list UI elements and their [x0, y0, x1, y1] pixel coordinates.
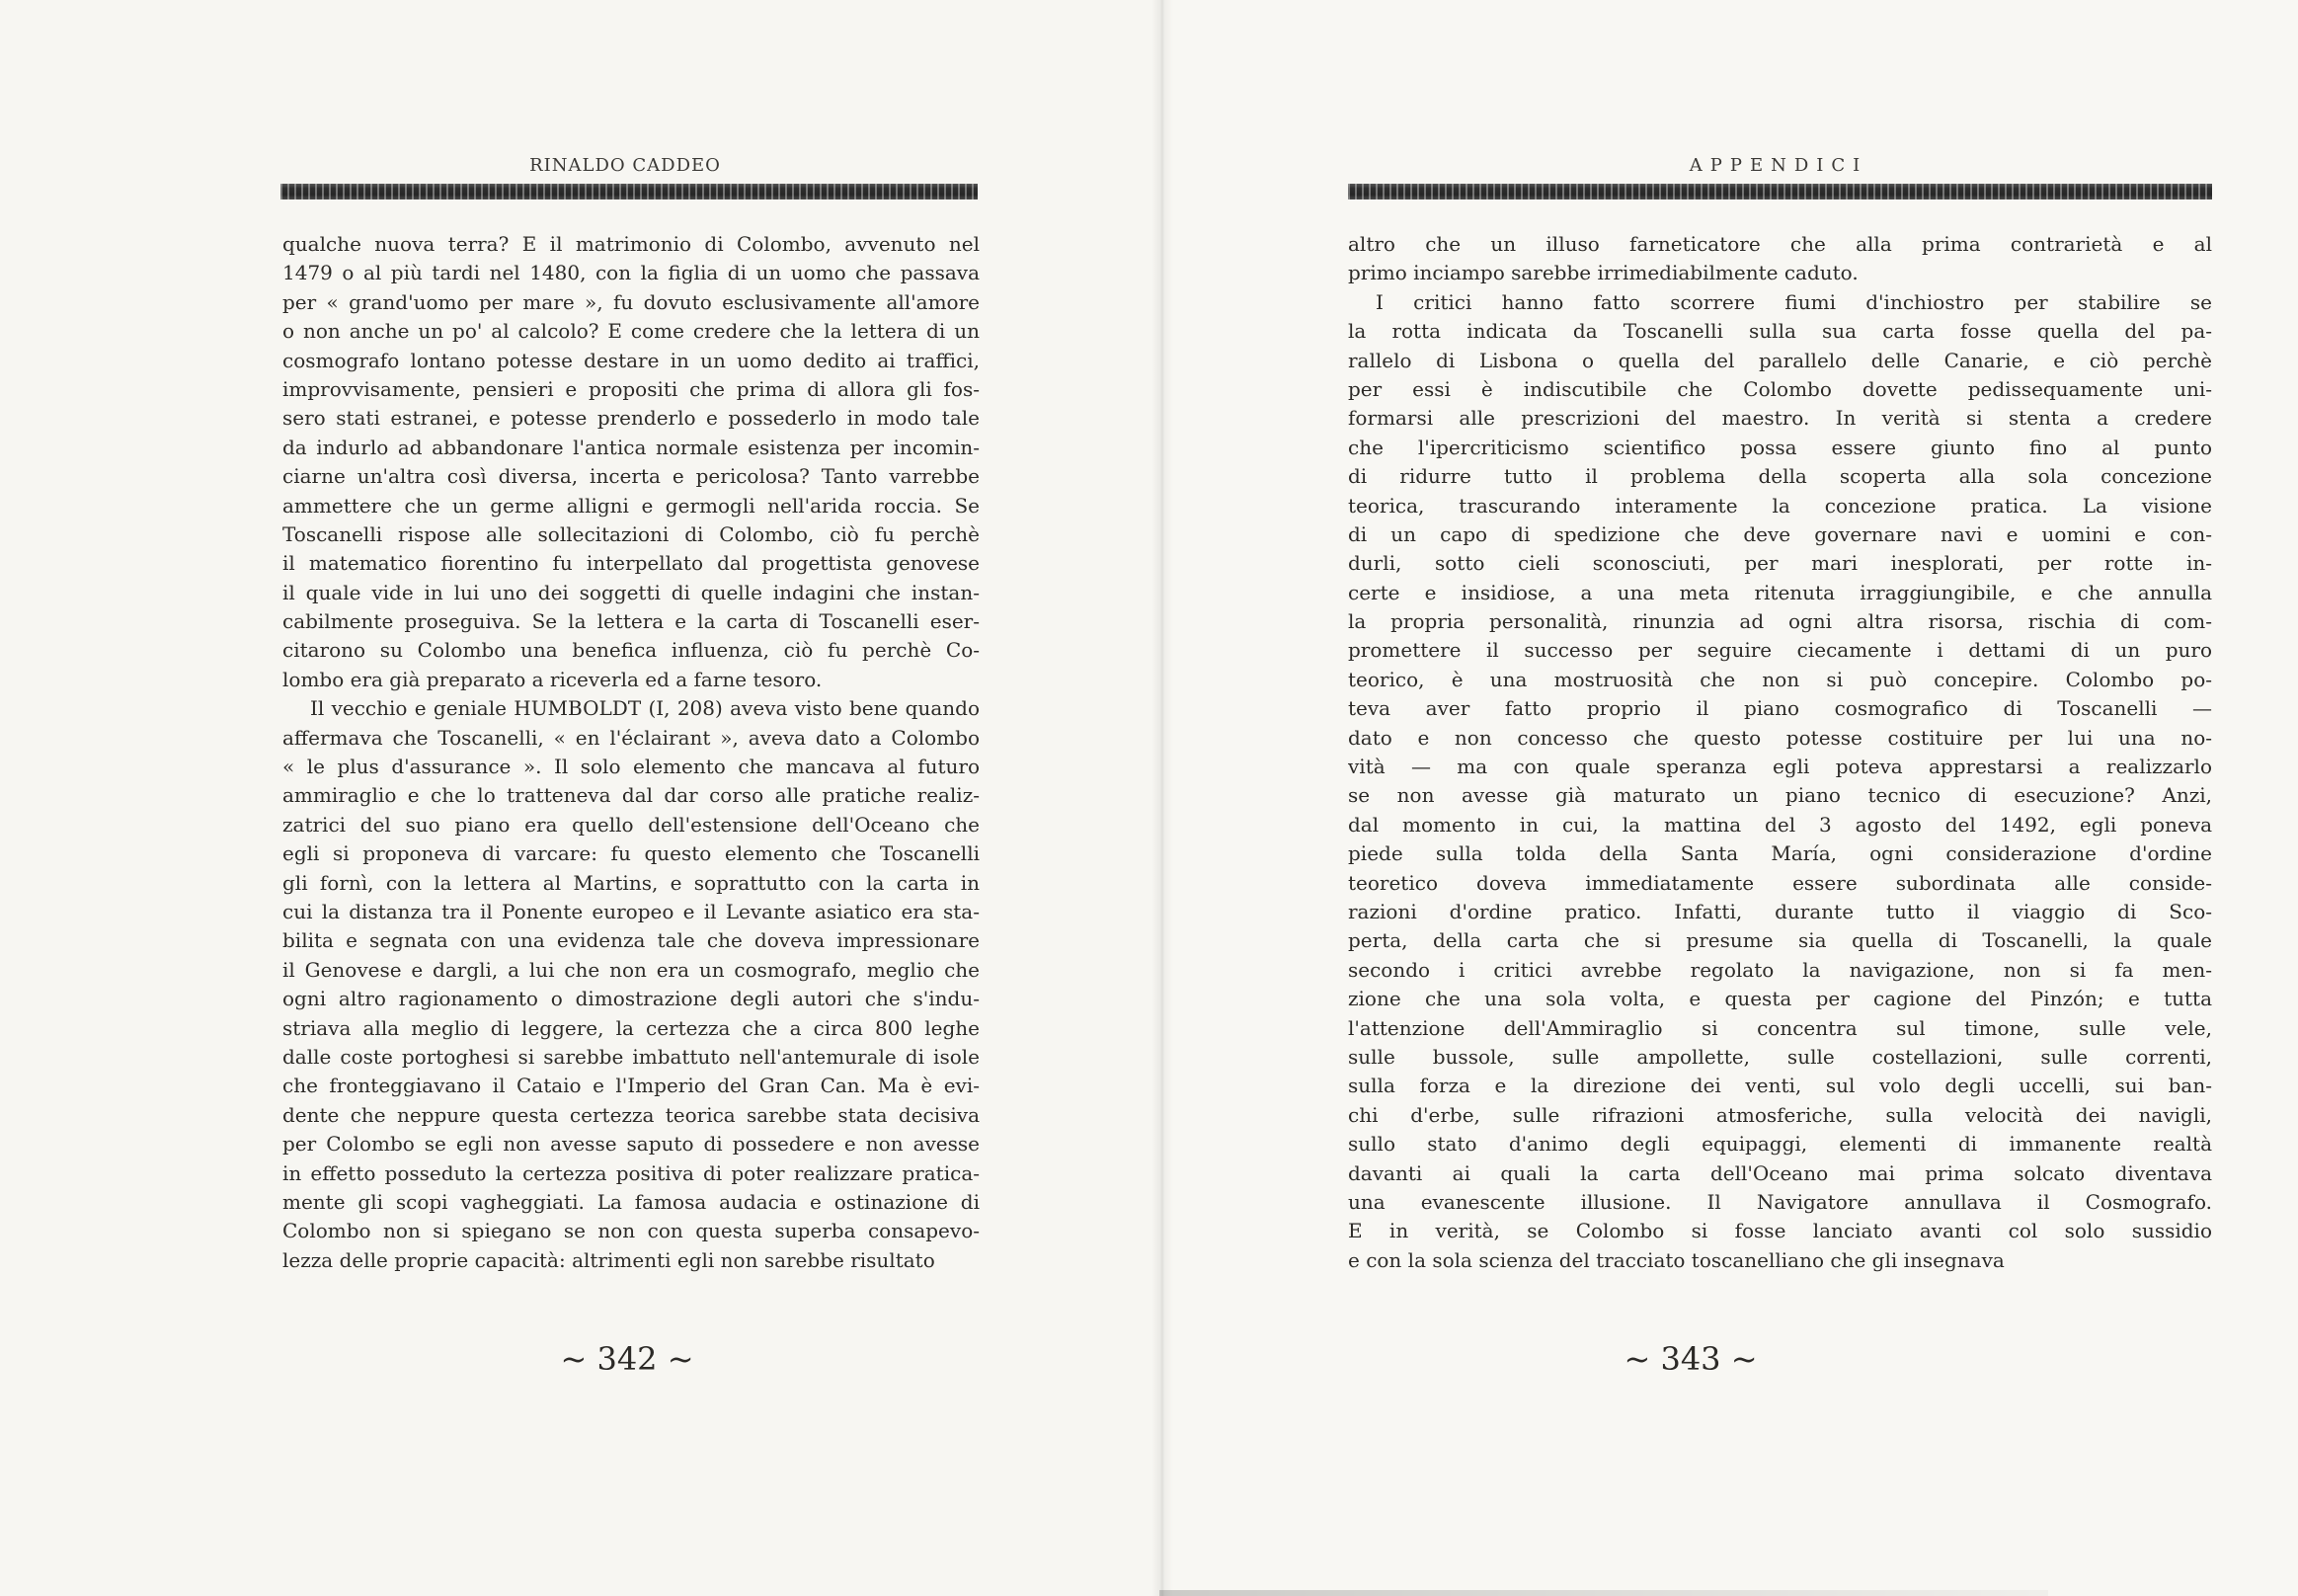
- text-line: zatrici del suo piano era quello dell'estensione dell'Oceano che: [282, 812, 980, 837]
- text-line: se non avesse già maturato un piano tecnico di esecuzione? Anzi,: [1348, 783, 2212, 808]
- page-number-right: [1617, 1337, 1765, 1381]
- running-head-right: APPENDICI: [1689, 155, 1868, 176]
- text-line: sulle bussole, sulle ampollette, sulle costellazioni, sulle correnti,: [1348, 1044, 2212, 1069]
- text-line: chi d'erbe, sulle rifrazioni atmosferiche, sulla velocità dei navigli,: [1348, 1102, 2212, 1127]
- text-line: dente che neppure questa certezza teorica sarebbe stata decisiva: [282, 1102, 980, 1127]
- text-line: teorico, è una mostruosità che non si può concepire. Colombo po-: [1348, 667, 2212, 691]
- fold-shadow: [1159, 1590, 2048, 1596]
- text-line: qualche nuova terra? E il matrimonio di Colombo, avvenuto nel: [282, 232, 980, 256]
- header-rule-right: [1348, 184, 2212, 200]
- text-line: I critici hanno fatto scorrere fiumi d'inchiostro per stabilire se: [1376, 289, 2212, 314]
- folio-dash: ~: [1624, 1340, 1651, 1378]
- text-line: o non anche un po' al calcolo? E come credere che la lettera di un: [282, 319, 980, 344]
- text-line: certe e insidiose, a una meta ritenuta irraggiungibile, e che annulla: [1348, 580, 2212, 604]
- text-line: primo inciampo sarebbe irrimediabilmente caduto.: [1348, 261, 1859, 285]
- text-line: cabilmente proseguiva. Se la lettera e la carta di Toscanelli eser-: [282, 609, 980, 634]
- text-line: « le plus d'assurance ». Il solo elemento che mancava al futuro: [282, 755, 980, 779]
- text-line: lezza delle proprie capacità: altrimenti egli non sarebbe risultato: [282, 1247, 935, 1272]
- header-rule-left: [280, 184, 978, 200]
- text-line: davanti ai quali la carta dell'Oceano mai prima solcato diventava: [1348, 1160, 2212, 1185]
- text-line: Toscanelli rispose alle sollecitazioni di Colombo, ciò fu perchè: [282, 521, 980, 546]
- text-line: sero stati estranei, e potesse prenderlo e possederlo in modo tale: [282, 406, 980, 431]
- folio-dash: ~: [560, 1340, 588, 1378]
- text-line: il quale vide in lui uno dei soggetti di quelle indagini che instan-: [282, 580, 980, 604]
- text-line: di un capo di spedizione che deve governare navi e uomini e con-: [1348, 521, 2212, 546]
- book-gutter: [1151, 0, 1173, 1596]
- text-line: ogni altro ragionamento o dimostrazione degli autori che s'indu-: [282, 987, 980, 1011]
- text-line: lombo era già preparato a riceverla ed a farne tesoro.: [282, 667, 823, 691]
- text-line: per « grand'uomo per mare », fu dovuto esclusivamente all'amore: [282, 289, 980, 314]
- text-line: improvvisamente, pensieri e propositi che prima di allora gli fos-: [282, 376, 980, 401]
- text-line: teva aver fatto proprio il piano cosmografico di Toscanelli —: [1348, 696, 2212, 721]
- text-line: rallelo di Lisbona o quella del parallelo delle Canarie, e ciò perchè: [1348, 348, 2212, 372]
- text-line: citarono su Colombo una benefica influenza, ciò fu perchè Co-: [282, 638, 980, 663]
- text-line: formarsi alle prescrizioni del maestro. In verità si stenta a credere: [1348, 406, 2212, 431]
- text-line: la rotta indicata da Toscanelli sulla sua carta fosse quella del pa-: [1348, 319, 2212, 344]
- text-line: per essi è indiscutibile che Colombo dovette pedissequamente uni-: [1348, 376, 2212, 401]
- running-head-left: RINALDO CADDEO: [529, 155, 721, 176]
- text-line: e con la sola scienza del tracciato toscanelliano che gli insegnava: [1348, 1247, 2005, 1272]
- text-line: per Colombo se egli non avesse saputo di possedere e non avesse: [282, 1132, 980, 1157]
- text-line: secondo i critici avrebbe regolato la navigazione, non si fa men-: [1348, 957, 2212, 982]
- folio-dash: ~: [667, 1340, 694, 1378]
- text-line: teoretico doveva immediatamente essere subordinata alle conside-: [1348, 870, 2212, 895]
- left-body-text: [282, 230, 980, 1275]
- text-line: mente gli scopi vagheggiati. La famosa audacia e ostinazione di: [282, 1189, 980, 1214]
- text-line: una evanescente illusione. Il Navigatore annullava il Cosmografo.: [1348, 1189, 2212, 1214]
- text-line: striava alla meglio di leggere, la certezza che a circa 800 leghe: [282, 1015, 980, 1040]
- text-line: Colombo non si spiegano se non con questa superba consapevo-: [282, 1219, 980, 1243]
- text-line: 1479 o al più tardi nel 1480, con la figlia di un uomo che passava: [282, 261, 980, 285]
- text-line: razioni d'ordine pratico. Infatti, durante tutto il viaggio di Sco-: [1348, 899, 2212, 923]
- text-line: ammettere che un germe alligni e germogli nell'arida roccia. Se: [282, 493, 980, 518]
- text-line: l'attenzione dell'Ammiraglio si concentra sul timone, sulle vele,: [1348, 1015, 2212, 1040]
- page-number-left-value: 342: [596, 1340, 658, 1378]
- text-line: sulla forza e la direzione dei venti, sul volo degli uccelli, sui ban-: [1348, 1074, 2212, 1098]
- text-line: che l'ipercriticismo scientifico possa essere giunto fino al punto: [1348, 435, 2212, 459]
- text-line: sullo stato d'animo degli equipaggi, elementi di immanente realtà: [1348, 1132, 2212, 1157]
- text-line: cosmografo lontano potesse destare in un uomo dedito ai traffici,: [282, 348, 980, 372]
- text-line: il matematico fiorentino fu interpellato dal progettista genovese: [282, 551, 980, 576]
- text-line: il Genovese e dargli, a lui che non era un cosmografo, meglio che: [282, 957, 980, 982]
- text-line: dato e non concesso che questo potesse costituire per lui una no-: [1348, 725, 2212, 750]
- right-body-text: [1348, 230, 2212, 1275]
- text-line: perta, della carta che si presume sia quella di Toscanelli, la quale: [1348, 928, 2212, 953]
- text-line: ciarne un'altra così diversa, incerta e pericolosa? Tanto varrebbe: [282, 464, 980, 489]
- text-line: bilita e segnata con una evidenza tale che doveva impressionare: [282, 928, 980, 953]
- text-line: Il vecchio e geniale HUMBOLDT (I, 208) aveva visto bene quando: [310, 696, 980, 721]
- text-line: teorica, trascurando interamente la concezione pratica. La visione: [1348, 493, 2212, 518]
- text-line: in effetto posseduto la certezza positiva di poter realizzare pratica-: [282, 1160, 980, 1185]
- text-line: la propria personalità, rinunzia ad ogni altra risorsa, rischia di com-: [1348, 609, 2212, 634]
- text-line: ammiraglio e che lo tratteneva dal dar corso alle pratiche realiz-: [282, 783, 980, 808]
- page-number-left: [553, 1337, 701, 1381]
- text-line: altro che un illuso farneticatore che alla prima contrarietà e al: [1348, 232, 2212, 256]
- text-line: dal momento in cui, la mattina del 3 agosto del 1492, egli poneva: [1348, 812, 2212, 837]
- page-number-right-value: 343: [1660, 1340, 1721, 1378]
- text-line: affermava che Toscanelli, « en l'éclairant », aveva dato a Colombo: [282, 725, 980, 750]
- text-line: dalle coste portoghesi si sarebbe imbattuto nell'antemurale di isole: [282, 1044, 980, 1069]
- text-line: E in verità, se Colombo si fosse lanciato avanti col solo sussidio: [1348, 1219, 2212, 1243]
- text-line: da indurlo ad abbandonare l'antica normale esistenza per incomin-: [282, 435, 980, 459]
- text-line: che fronteggiavano il Cataio e l'Imperio del Gran Can. Ma è evi-: [282, 1074, 980, 1098]
- right-page: [1161, 0, 2298, 1596]
- text-line: piede sulla tolda della Santa María, ogni considerazione d'ordine: [1348, 841, 2212, 866]
- text-line: vità — ma con quale speranza egli poteva apprestarsi a realizzarlo: [1348, 755, 2212, 779]
- text-line: promettere il successo per seguire ciecamente i dettami di un puro: [1348, 638, 2212, 663]
- text-line: cui la distanza tra il Ponente europeo e il Levante asiatico era sta-: [282, 899, 980, 923]
- folio-dash: ~: [1730, 1340, 1758, 1378]
- text-line: di ridurre tutto il problema della scoperta alla sola concezione: [1348, 464, 2212, 489]
- text-line: zione che una sola volta, e questa per cagione del Pinzón; e tutta: [1348, 987, 2212, 1011]
- text-line: gli fornì, con la lettera al Martins, e soprattutto con la carta in: [282, 870, 980, 895]
- text-line: durli, sotto cieli sconosciuti, per mari inesplorati, per rotte in-: [1348, 551, 2212, 576]
- text-line: egli si proponeva di varcare: fu questo elemento che Toscanelli: [282, 841, 980, 866]
